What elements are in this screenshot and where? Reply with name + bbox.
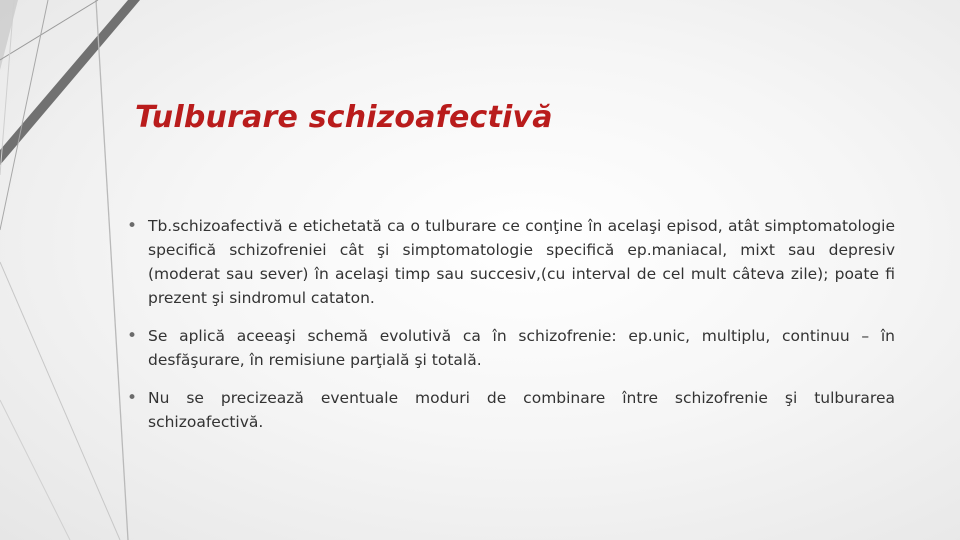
bullet-item xyxy=(127,214,895,310)
bullet-dot-icon: • xyxy=(127,326,138,346)
left-decorative-lines xyxy=(0,0,140,540)
bullet-text: Nu se precizează eventuale moduri de combinare între schizofrenie şi tulburarea schizoafectivă. xyxy=(148,389,895,431)
bullet-item xyxy=(127,386,895,434)
decor-line-5 xyxy=(0,400,70,540)
bullet-text: Tb.schizoafectivă e etichetată ca o tulburare ce conţine în acelaşi episod, atât simptomatologie specifică schizofreniei cât şi simptomatologie specifică ep.maniacal, mixt sau depresiv (moderat sau sever) în acelaşi timp sau succesiv,(cu interval de cel mult câteva zile); poate fi prezent şi sindromul cataton. xyxy=(148,217,895,307)
bullet-item xyxy=(127,324,895,372)
bullet-list xyxy=(127,214,895,434)
decor-band-dark xyxy=(0,0,140,165)
decor-line-4 xyxy=(0,262,120,540)
bullet-dot-icon: • xyxy=(127,216,138,236)
bullet-text: Se aplică aceeaşi schemă evolutivă ca în schizofrenie: ep.unic, multiplu, continuu – în desfăşurare, în remisiune parţială şi totală. xyxy=(148,327,895,369)
slide-title: Tulburare schizoafectivă xyxy=(135,100,553,135)
bullet-dot-icon: • xyxy=(127,388,138,408)
decor-line-1 xyxy=(96,0,128,540)
